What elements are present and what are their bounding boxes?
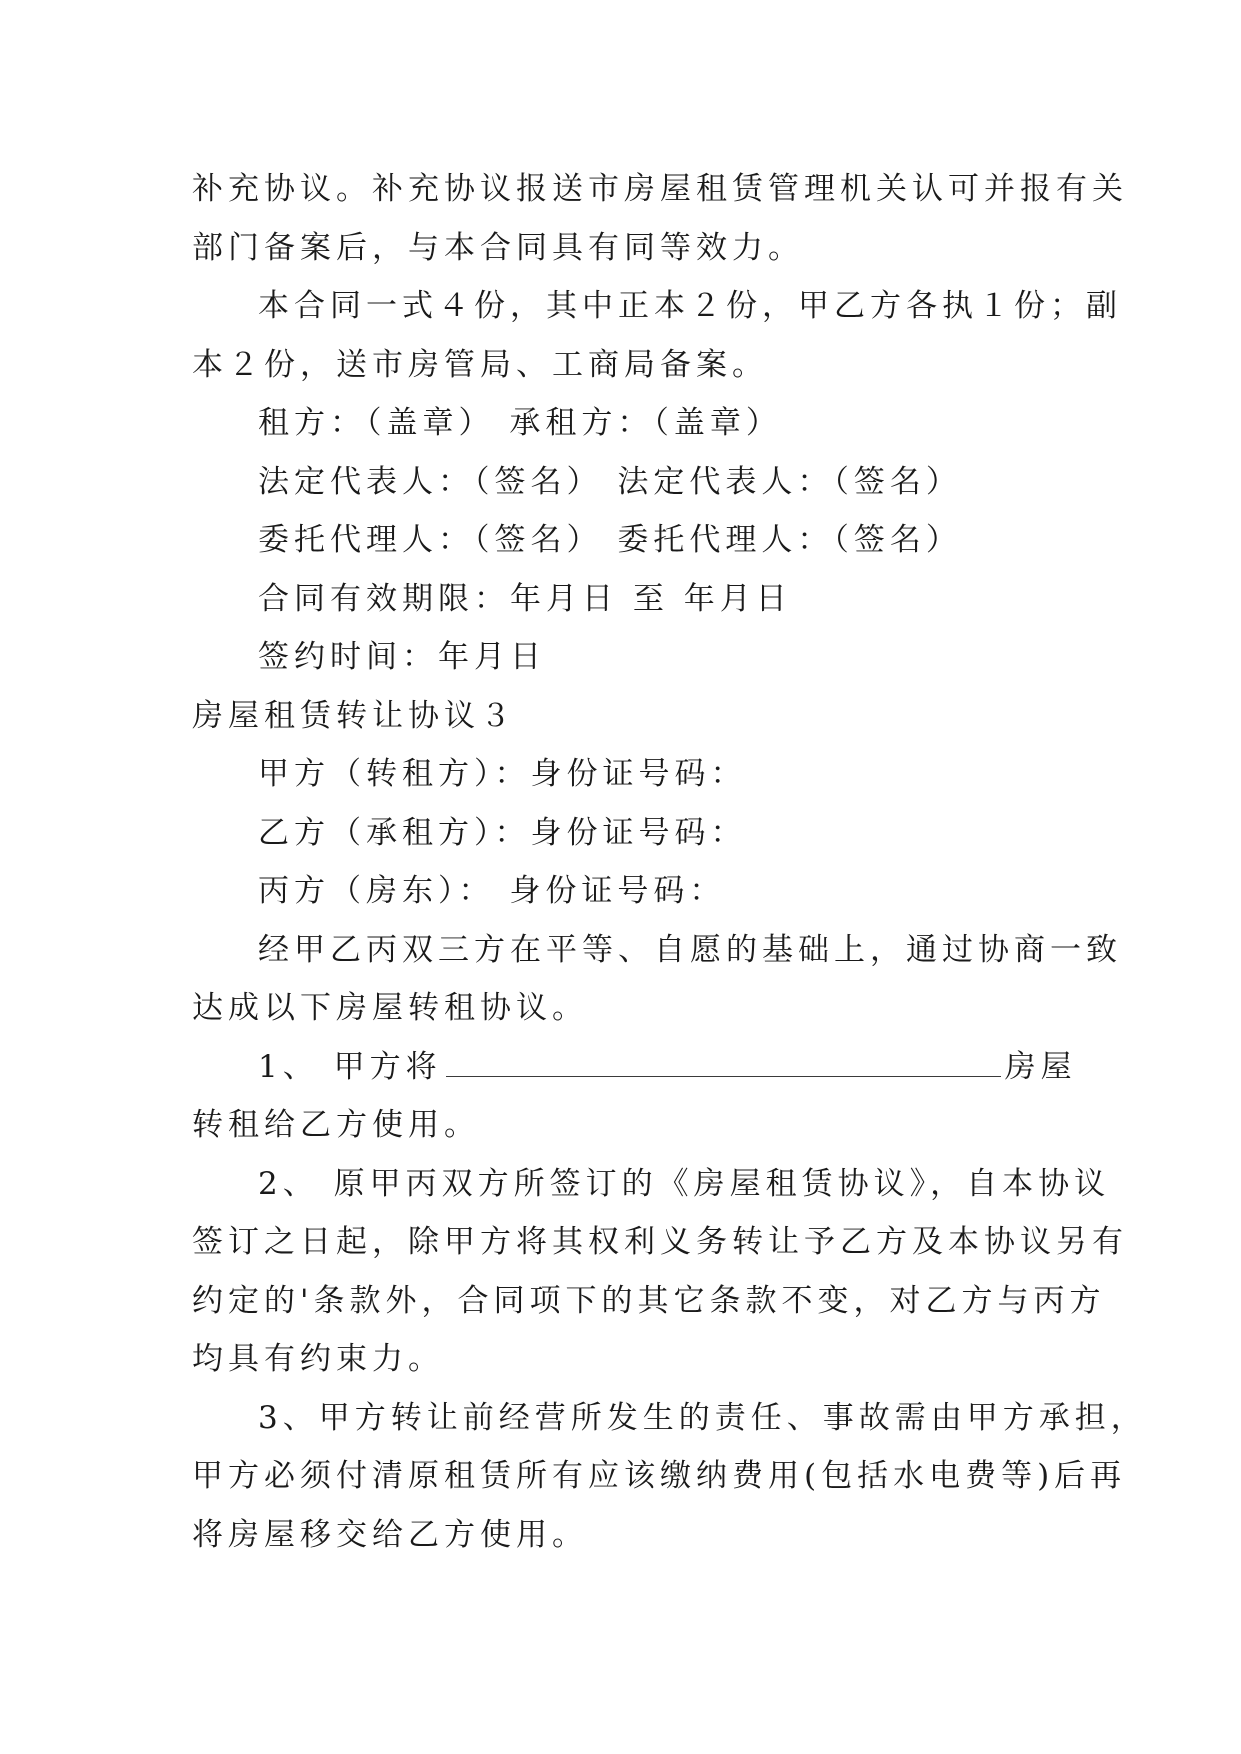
text-line: 达成以下房屋转租协议。	[192, 990, 588, 1026]
text-line: 甲方必须付清原租赁所有应该缴纳费用(包括水电费等)后再	[192, 1458, 1127, 1494]
text-line: 本合同一式４份，其中正本２份，甲乙方各执１份；副	[258, 288, 1122, 324]
clause-1-line	[192, 1038, 1077, 1097]
signature-line-legal-rep: 法定代表人：（签名） 法定代表人：（签名）	[258, 463, 962, 500]
clause-1-after-blank: 房屋	[1004, 1048, 1077, 1085]
text-line: 转租给乙方使用。	[192, 1107, 480, 1143]
text-line: 经甲乙丙双三方在平等、自愿的基础上，通过协商一致	[258, 931, 1122, 968]
signature-line-agent: 委托代理人：（签名） 委托代理人：（签名）	[258, 522, 962, 558]
signing-date-line: 签约时间：年月日	[258, 639, 546, 675]
clause-1-before-blank: 1、 甲方将	[258, 1048, 442, 1085]
party-a-line: 甲方（转租方）：身份证号码：	[258, 756, 747, 792]
text-line: 部门备案后，与本合同具有同等效力。	[192, 229, 804, 266]
party-b-line: 乙方（承租方）：身份证号码：	[258, 814, 747, 851]
text-line: 本２份，送市房管局、工商局备案。	[192, 346, 768, 383]
contract-term-line: 合同有效期限：年月日 至 年月日	[258, 580, 792, 617]
clause-3-line: 3、甲方转让前经营所发生的责任、事故需由甲方承担，	[258, 1399, 1147, 1436]
text-line: 均具有约束力。	[192, 1341, 444, 1377]
text-line: 约定的'条款外，合同项下的其它条款不变，对乙方与丙方	[192, 1282, 1106, 1319]
party-c-line: 丙方（房东）： 身份证号码：	[258, 873, 726, 909]
signature-line-seal: 租方：（盖章） 承租方：（盖章）	[258, 405, 782, 441]
text-line: 签订之日起，除甲方将其权利义务转让予乙方及本协议另有	[192, 1224, 1128, 1260]
section-heading: 房屋租赁转让协议３	[192, 697, 516, 734]
clause-2-line: 2、 原甲丙双方所签订的《房屋租赁协议》，自本协议	[258, 1165, 1111, 1202]
document-body	[192, 160, 1147, 1564]
text-line: 补充协议。补充协议报送市房屋租赁管理机关认可并报有关	[192, 171, 1128, 207]
fill-in-blank	[446, 1075, 1001, 1077]
text-line: 将房屋移交给乙方使用。	[192, 1516, 588, 1553]
